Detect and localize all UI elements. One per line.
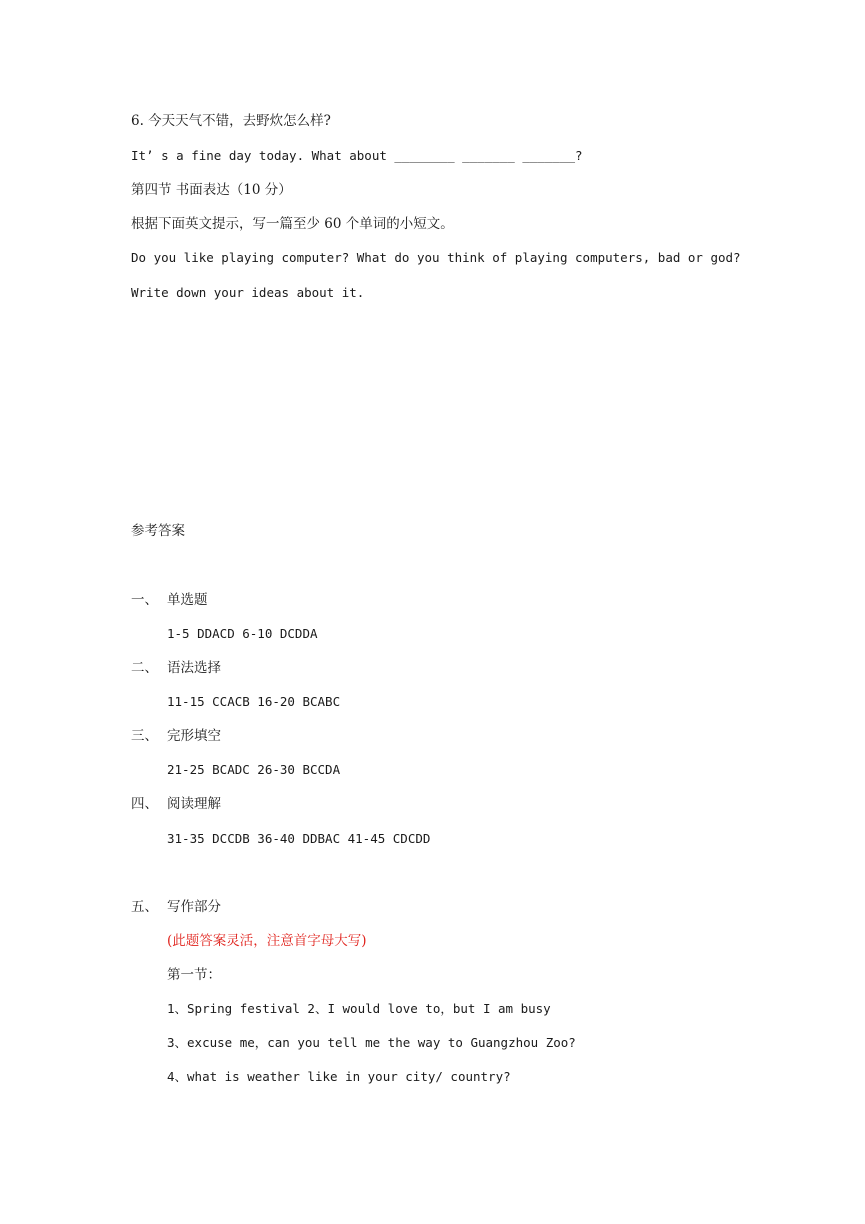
writing-prompt-line2: Write down your ideas about it. bbox=[131, 285, 365, 300]
part1-line: 3、excuse me，can you tell me the way to Guangzhou Zoo? bbox=[167, 1035, 576, 1050]
section-number: 二、 bbox=[131, 660, 158, 676]
section-answer-1: 1-5 DDACD 6-10 DCDDA bbox=[167, 626, 318, 641]
section-title: 单选题 bbox=[167, 592, 208, 608]
q6-title: 6. 今天天气不错，去野炊怎么样? bbox=[131, 113, 331, 129]
section-title: 完形填空 bbox=[167, 728, 221, 744]
part1-line: 4、what is weather like in your city/ country? bbox=[167, 1069, 511, 1084]
writing-note: (此题答案灵活，注意首字母大写) bbox=[167, 933, 367, 949]
section-title: 写作部分 bbox=[167, 899, 221, 915]
section-heading-4 bbox=[131, 794, 221, 814]
section-answer-4: 31-35 DCCDB 36-40 DDBAC 41-45 CDCDD bbox=[167, 831, 431, 846]
section-answer-2: 11-15 CCACB 16-20 BCABC bbox=[167, 694, 341, 709]
section4-title: 第四节 书面表达（10 分） bbox=[131, 182, 292, 198]
section-number: 三、 bbox=[131, 728, 158, 744]
section-heading-5 bbox=[131, 897, 221, 917]
section-answer-3: 21-25 BCADC 26-30 BCCDA bbox=[167, 762, 341, 777]
q6-sentence: It’ s a fine day today. What about ________ _______ _______? bbox=[131, 148, 583, 163]
part1-line: 1、Spring festival 2、I would love to，but I am busy bbox=[167, 1001, 551, 1016]
section-number: 一、 bbox=[131, 592, 158, 608]
section-number: 四、 bbox=[131, 796, 158, 812]
section-title: 语法选择 bbox=[167, 660, 221, 676]
section-heading-1 bbox=[131, 590, 208, 610]
section-title: 阅读理解 bbox=[167, 796, 221, 812]
answers-heading: 参考答案 bbox=[131, 523, 185, 539]
section-heading-2 bbox=[131, 658, 221, 678]
writing-prompt-line1: Do you like playing computer? What do you think of playing computers, bad or god? bbox=[131, 250, 741, 265]
section-heading-3 bbox=[131, 726, 221, 746]
section-number: 五、 bbox=[131, 899, 158, 915]
part1-label: 第一节： bbox=[167, 967, 221, 983]
section4-instruction: 根据下面英文提示，写一篇至少 60 个单词的小短文。 bbox=[131, 216, 454, 232]
